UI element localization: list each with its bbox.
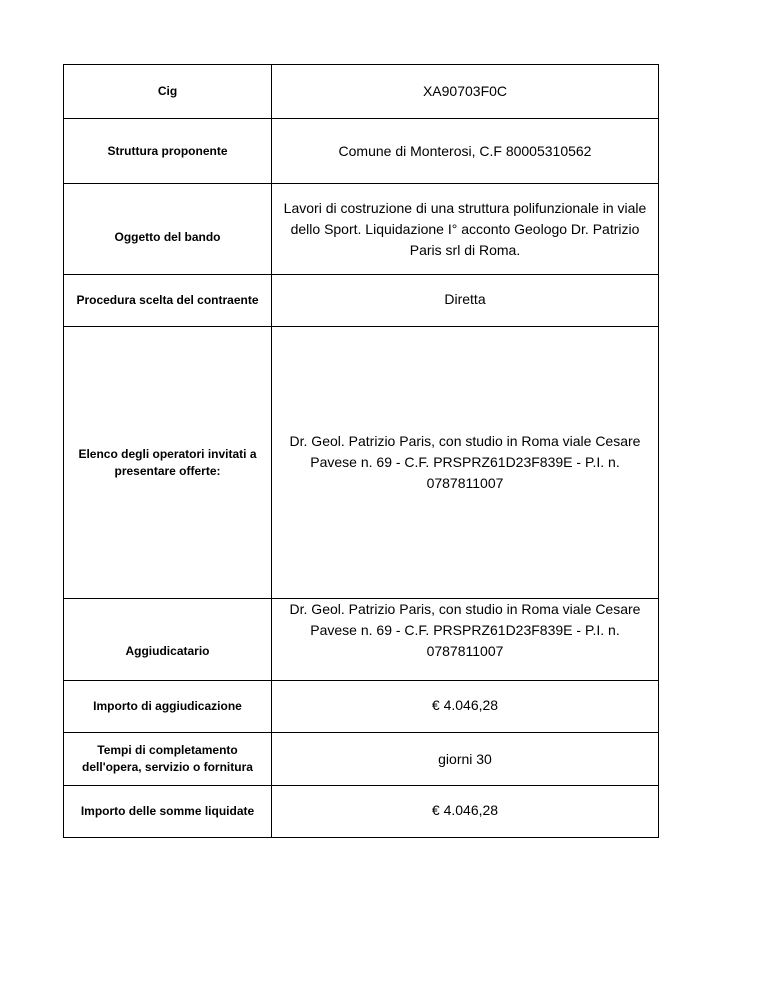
table-row-importo-liquidate [64,786,659,838]
table-row-importo-aggiudicazione [64,681,659,733]
table-row-tempi [64,733,659,786]
tempi-value: giorni 30 [272,733,659,786]
table-row-aggiudicatario [64,599,659,681]
oggetto-label: Oggetto del bando [64,184,272,275]
table-row-struttura [64,119,659,184]
table-row-operatori [64,327,659,599]
importo-liquidate-label: Importo delle somme liquidate [64,786,272,838]
importo-liquidate-value: € 4.046,28 [272,786,659,838]
table-row-oggetto [64,184,659,275]
struttura-value: Comune di Monterosi, C.F 80005310562 [272,119,659,184]
aggiudicatario-label: Aggiudicatario [64,599,272,681]
procedura-label: Procedura scelta del contraente [64,275,272,327]
procurement-table [63,64,659,838]
cig-value: XA90703F0C [272,65,659,119]
cig-label: Cig [64,65,272,119]
procedura-value: Diretta [272,275,659,327]
operatori-label: Elenco degli operatori invitati a presentare offerte: [64,327,272,599]
table-row-procedura [64,275,659,327]
table-row-cig [64,65,659,119]
tempi-label: Tempi di completamento dell'opera, servizio o fornitura [64,733,272,786]
operatori-value: Dr. Geol. Patrizio Paris, con studio in Roma viale Cesare Pavese n. 69 - C.F. PRSPRZ61D23F839E - P.I. n. 0787811007 [272,327,659,599]
struttura-label: Struttura proponente [64,119,272,184]
aggiudicatario-value: Dr. Geol. Patrizio Paris, con studio in Roma viale Cesare Pavese n. 69 - C.F. PRSPRZ61D23F839E - P.I. n. 0787811007 [272,599,659,681]
oggetto-value: Lavori di costruzione di una struttura polifunzionale in viale dello Sport. Liquidazione I° acconto Geologo Dr. Patrizio Paris srl di Roma. [272,184,659,275]
importo-aggiudicazione-label: Importo di aggiudicazione [64,681,272,733]
importo-aggiudicazione-value: € 4.046,28 [272,681,659,733]
